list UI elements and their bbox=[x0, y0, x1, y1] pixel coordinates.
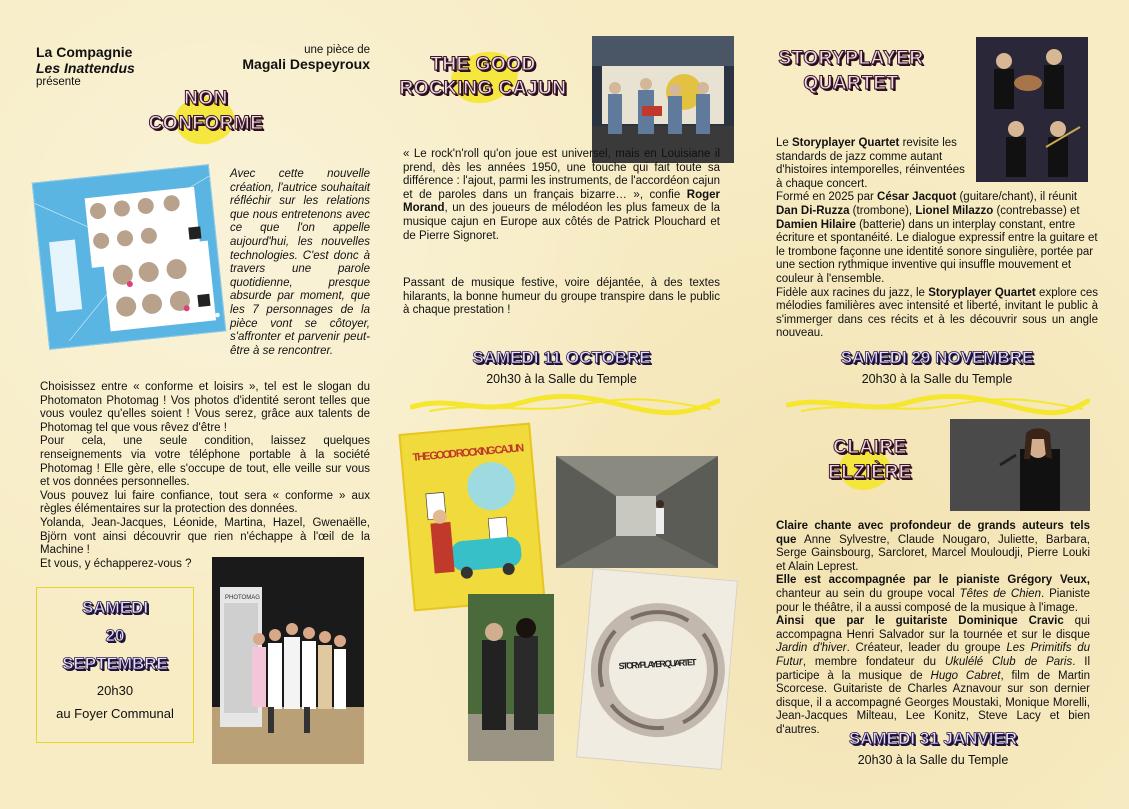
storyplayer-title-line1: STORYPLAYER bbox=[778, 48, 924, 69]
col1-body bbox=[40, 381, 370, 571]
col1-body-p3: Vous pouvez lui faire confiance, tout sera « conforme » aux règles élémentaires sur la protection des données. bbox=[40, 489, 370, 516]
show-title-line1: NON bbox=[184, 88, 228, 109]
sp-p2-c: (trombone), bbox=[849, 204, 916, 217]
claire-p3-t1: qui accompagna Henri Salvador sur la tournée et sur le disque bbox=[776, 615, 1090, 641]
claire-walking-photo bbox=[556, 456, 718, 568]
sp-p2-b: (guitare/chant), il réunit bbox=[956, 191, 1078, 204]
date-venue: au Foyer Communal bbox=[56, 706, 174, 721]
stage-sign-text: PHOTOMAG bbox=[225, 595, 260, 601]
show-title-line2: CONFORME bbox=[148, 113, 264, 134]
claire-text bbox=[776, 520, 1090, 738]
claire-p1 bbox=[776, 520, 1090, 574]
author-name: Magali Despeyroux bbox=[242, 56, 370, 72]
sp-p2-n2: Dan Di-Ruzza bbox=[776, 204, 850, 217]
cajun-para2-text: Passant de musique festive, voire déjantée, à des textes hilarants, la bonne humeur du groupe transpire dans le public à chaque prestation ! bbox=[403, 277, 720, 317]
company-line2: Les Inattendus bbox=[36, 60, 135, 76]
col1-body-p4: Yolanda, Jean-Jacques, Léonide, Martina, Hazel, Gwenaëlle, Björn vont ainsi découvrir que rien n'échappe à l'œil de la Machine ! bbox=[40, 516, 370, 557]
show-title bbox=[140, 88, 272, 135]
claire-p1-b: Claire chante avec profondeur de grands auteurs tels que bbox=[776, 520, 1090, 546]
claire-p3-i2: Les Primitifs du Futur bbox=[776, 642, 1090, 668]
claire-title-line2: ELZIÈRE bbox=[828, 462, 912, 483]
cajun-quote bbox=[403, 148, 720, 243]
poster-network-lines bbox=[33, 165, 226, 350]
date-31-janvier-venue: 20h30 à la Salle du Temple bbox=[857, 753, 1009, 767]
company-block bbox=[36, 44, 176, 88]
sp-p2-d: (contrebasse) et bbox=[993, 204, 1080, 217]
storyplayer-p2 bbox=[776, 191, 1098, 286]
sp-p1-a: Le bbox=[776, 137, 792, 149]
photomag-poster-image bbox=[32, 164, 227, 350]
claire-p3-i1: Jardin d'hiver bbox=[776, 642, 847, 655]
claire-elziere-photo bbox=[950, 419, 1090, 511]
claire-p1-t: Anne Sylvestre, Claude Nougaro, Juliette, Barbara, Serge Gainsbourg, Sarcloret, Marcel Mouloudji, Pierre Louki et Alain Leprest. bbox=[776, 533, 1090, 573]
storyplayer-text bbox=[776, 137, 1098, 341]
non-conforme-stage-photo bbox=[212, 557, 364, 764]
date-day-label: SAMEDI bbox=[81, 598, 149, 617]
date-29-novembre bbox=[776, 348, 1098, 386]
claire-p3-i4: Hugo Cabret bbox=[930, 669, 1001, 682]
sp-p2-e: (batterie) dans un interplay constant, entre écriture et spontanéité. Le dialogue expressif entre la guitare et le trombone façonne une identité sonore singulière, portée par une section rythmique inventive qui insuffle mouvement et couleur à l'ensemble. bbox=[776, 218, 1098, 285]
sp-p1-b: Storyplayer Quartet bbox=[792, 137, 900, 149]
storyplayer-title-line2: QUARTET bbox=[803, 73, 899, 94]
yellow-squiggle-col2 bbox=[410, 393, 720, 417]
cajun-quote-name: Roger Morand bbox=[403, 188, 720, 215]
intro-text: Avec cette nouvelle création, l'autrice souhaitait réfléchir sur les relations que nous entretenons avec ce que l'on appelle aujourd'hui, les nouvelles technologies. C'est donc à travers une parole quotidienne, presque absurde par moment, que les 7 personnages de la pièce vont se côtoyer, s'affronter et parvenir peut-être à se rencontrer. bbox=[230, 168, 370, 357]
date-29-novembre-venue: 20h30 à la Salle du Temple bbox=[861, 372, 1013, 386]
date-11-octobre-title: SAMEDI 11 OCTOBRE bbox=[472, 348, 651, 367]
cajun-poster-art bbox=[401, 424, 546, 611]
cajun-quote-tail: , un des joueurs de mélodéon les plus fameux de la musique cajun en Europe aux côtés de Patrick Plouchard et de Pierre Signoret. bbox=[403, 202, 720, 242]
cajun-poster-image bbox=[398, 423, 545, 612]
yellow-squiggle-col3 bbox=[786, 393, 1090, 417]
claire-p3-t2: . Créateur, leader du groupe bbox=[846, 642, 1007, 655]
cajun-poster-title: THE GOOD ROCKING CAJUN bbox=[412, 442, 525, 464]
sp-p1-c: revisite les standards de jazz comme autant d'histoires intemporelles, réinventées à chaque concert. bbox=[776, 137, 965, 190]
claire-p2 bbox=[776, 574, 1090, 615]
sp-p2-n3: Lionel Milazzo bbox=[915, 204, 994, 217]
cajun-title bbox=[388, 54, 578, 100]
claire-p3-b: Ainsi que par le guitariste Dominique Cravic bbox=[776, 615, 1064, 628]
date-29-novembre-title: SAMEDI 29 NOVEMBRE bbox=[840, 348, 1034, 367]
storyplayer-album-disc bbox=[576, 568, 738, 770]
date-31-janvier bbox=[776, 729, 1090, 767]
claire-p3-t3: , membre fondateur du bbox=[802, 655, 945, 668]
band-scene bbox=[592, 36, 734, 163]
sp-p3-a: Fidèle aux racines du jazz, le bbox=[776, 286, 929, 299]
date-11-octobre-venue: 20h30 à la Salle du Temple bbox=[486, 372, 637, 386]
piece-by-text: une pièce de bbox=[304, 44, 370, 56]
sp-p2-n4: Damien Hilaire bbox=[776, 218, 856, 231]
claire-p2-t2: . Pianiste pour le théâtre, il a aussi composé de la musique à l'image. bbox=[776, 587, 1090, 614]
date-11-octobre bbox=[403, 348, 720, 386]
cajun-quote-text: « Le rock'n'roll qu'on joue est universel, mais en Louisiane il prend, dès les années 1950, une touche qui fait toute sa différence : l'ajout, parmi les instruments, de l'accordéon cajun et de paroles dans un français bizarre… », confie bbox=[403, 148, 720, 201]
claire-p3-t5: , film de Martin Scorcese. Guitariste de Charles Aznavour sur son dernier disque, il a accompagné Georges Moustaki, Monique Morelli, Jean-Jacques Milteau, Lee Konitz, Steve Lacy et bien d'autres. bbox=[776, 669, 1090, 736]
disc-text: STORYPLAYER QUARTET bbox=[618, 657, 697, 672]
sp-p2-a: Formé en 2025 par bbox=[776, 191, 878, 204]
cajun-para2 bbox=[403, 277, 720, 318]
singer-scene bbox=[950, 419, 1090, 511]
storyplayer-p3 bbox=[776, 287, 1098, 341]
company-line1: La Compagnie bbox=[36, 44, 133, 60]
presents-text: présente bbox=[36, 76, 81, 88]
sp-p2-n1: César Jacquot bbox=[877, 191, 957, 204]
date-box-20-septembre bbox=[36, 587, 194, 743]
duo-musicians-photo bbox=[468, 594, 554, 761]
author-block bbox=[218, 44, 370, 72]
storyplayer-title bbox=[766, 48, 936, 95]
cajun-title-line2: ROCKING CAJUN bbox=[399, 78, 567, 99]
date-31-janvier-title: SAMEDI 31 JANVIER bbox=[848, 729, 1018, 748]
claire-p3-t4: . Il participe à la musique de bbox=[776, 655, 1090, 682]
claire-p2-i: Têtes de Chien bbox=[959, 587, 1041, 600]
claire-p3 bbox=[776, 615, 1090, 737]
disc-art bbox=[577, 569, 738, 770]
col1-body-p2: Pour cela, une seule condition, laissez quelques renseignements via votre téléphone portable à la société Photomag ! Elle gère, elle s'occupe de tout, elle veille sur vous et vos données personnelles. bbox=[40, 435, 370, 489]
date-time: 20h30 bbox=[96, 683, 134, 698]
stage-scene bbox=[212, 557, 364, 764]
date-day-number: 20 bbox=[105, 626, 125, 645]
date-month: SEPTEMBRE bbox=[62, 654, 168, 673]
intro-paragraph bbox=[230, 168, 370, 358]
claire-p2-b: Elle est accompagnée par le pianiste Grégory Veux, bbox=[776, 574, 1090, 587]
cajun-band-photo bbox=[592, 36, 734, 163]
walkway-scene bbox=[556, 456, 718, 568]
col1-body-p5: Et vous, y échapperez-vous ? bbox=[40, 557, 192, 570]
claire-title bbox=[800, 437, 940, 484]
storyplayer-p1 bbox=[776, 137, 966, 191]
sp-p3-c: explore ces mélodies familières avec intensité et liberté, invitant le public à s'immerger dans ces récits et à les découvrir sous un angle nouveau. bbox=[776, 286, 1098, 340]
cajun-title-line1: THE GOOD bbox=[430, 54, 536, 75]
claire-title-line1: CLAIRE bbox=[833, 437, 907, 458]
duo-scene bbox=[468, 594, 554, 761]
sp-p3-b: Storyplayer Quartet bbox=[928, 286, 1036, 299]
claire-p2-t1: chanteur au sein du groupe vocal bbox=[776, 587, 960, 600]
col1-body-p1: Choisissez entre « conforme et loisirs », tel est le slogan du Photomaton Photomag ! Vos photos d'identité seront telles que vous voulez qu'elles soient ! Vous serez, grâce aux talents de Photomag tel que vous rêvez d'être ! bbox=[40, 381, 370, 434]
claire-p3-i3: Ukulélé Club de Paris bbox=[944, 655, 1073, 668]
